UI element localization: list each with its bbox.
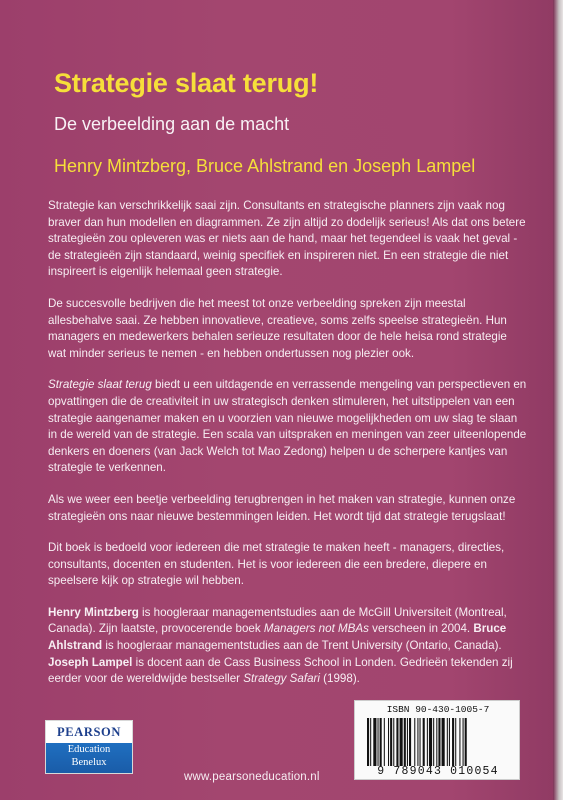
blurb-paragraph-1: Strategie kan verschrikkelijk saai zijn. Consultants en strategische planners zijn vaak nog braver dan hun modellen en diagrammen. Ze zijn altijd zo dodelijk serieus! Als dat ons betere strategieën zou opleveren was er niets aan de hand, maar het tegendeel is vaak het geval - de strategieën zijn standaard, weinig specifiek en inspireren niet. En een strategie die niet inspireert is eigenlijk helemaal geen strategie. (48, 199, 526, 279)
barcode-label (354, 700, 520, 780)
isbn-number: ISBN 90-430-1005-7 (386, 704, 490, 715)
author-name-mintzberg: Henry Mintzberg (48, 605, 139, 619)
publisher-url: www.pearsoneducation.nl (184, 771, 320, 783)
blurb-paragraph-4: Als we weer een beetje verbeelding terugbrengen in het maken van strategie, kunnen onze strategieën ons naar nieuwe bestemmingen leiden. Het wordt tijd dat strategie terugslaat! (48, 492, 516, 523)
book-title: Strategie slaat terug! (54, 68, 319, 98)
book-authors: Henry Mintzberg, Bruce Ahlstrand en Joseph Lampel (54, 156, 476, 176)
bio-text-2: verscheen in 2004. (368, 622, 474, 636)
pearson-logo-top (46, 721, 132, 743)
publisher-line-1: Education (67, 744, 111, 755)
bio-text-3: is hoogleraar managementstudies aan de Trent University (Ontario, Canada). (102, 639, 502, 653)
blurb-text (48, 198, 528, 703)
bio-text-5: (1998). (319, 672, 360, 686)
blurb-paragraph-3-text: biedt u een uitdagende en verrassende mengeling van perspectieven en opvattingen die de creativiteit in uw strategisch denken stimuleren, het uitstippelen van een strategie aangenamer maken en u voorzien van nieuwe mogelijkheden om uw slag te slaan in de wereld van de strategie. Een scala van uitspraken en meningen van zeer uiteenlopende denkers en doeners (van Jack Welch tot Mao Zedong) helpen u de scherpere kantjes van strategie te verkennen. (48, 378, 527, 475)
blurb-paragraph-2: De succesvolle bedrijven die het meest tot onze verbeelding spreken zijn meestal allesbehalve saai. Ze hebben innovatieve, creatieve, soms zelfs speelse strategieën. Hun managers en medewerkers behalen serieuze resultaten door de hele heisa rond strategie wat minder serieus te nemen - en hebben ondertussen nog plezier ook. (48, 296, 507, 360)
blurb-paragraph-3 (48, 377, 528, 477)
author-name-lampel: Joseph Lampel (48, 655, 133, 669)
publisher-name: PEARSON (57, 725, 121, 739)
book-subtitle: De verbeelding aan de macht (54, 114, 290, 134)
pearson-logo (45, 720, 133, 774)
publisher-line-2: Benelux (71, 757, 107, 768)
book-managers-not-mbas: Managers not MBAs (263, 622, 369, 636)
book-title-inline: Strategie slaat terug (48, 378, 152, 392)
author-bio (48, 605, 528, 688)
barcode-digits: 9 789043 010054 (377, 765, 499, 778)
blurb-paragraph-5: Dit boek is bedoeld voor iedereen die met strategie te maken heeft - managers, directies, consultants, docenten en studenten. Het is voor iedereen die een bredere, diepere en speelsere kijk op strategie wil hebben. (48, 541, 505, 588)
bio-text-1: is hoogleraar managementstudies aan de McGill Universiteit (Montreal, Canada). Zijn laatste, provocerende boek (48, 605, 507, 636)
pearson-logo-bottom (46, 743, 132, 773)
barcode-icon (365, 718, 511, 766)
page-edge (553, 0, 563, 800)
book-strategy-safari: Strategy Safari (243, 672, 320, 686)
bio-text-4: is docent aan de Cass Business School in Londen. Gedrieën tekenden zij eerder voor de wereldwijde bestseller (48, 655, 513, 686)
author-name-ahlstrand: Bruce Ahlstrand (48, 622, 507, 653)
